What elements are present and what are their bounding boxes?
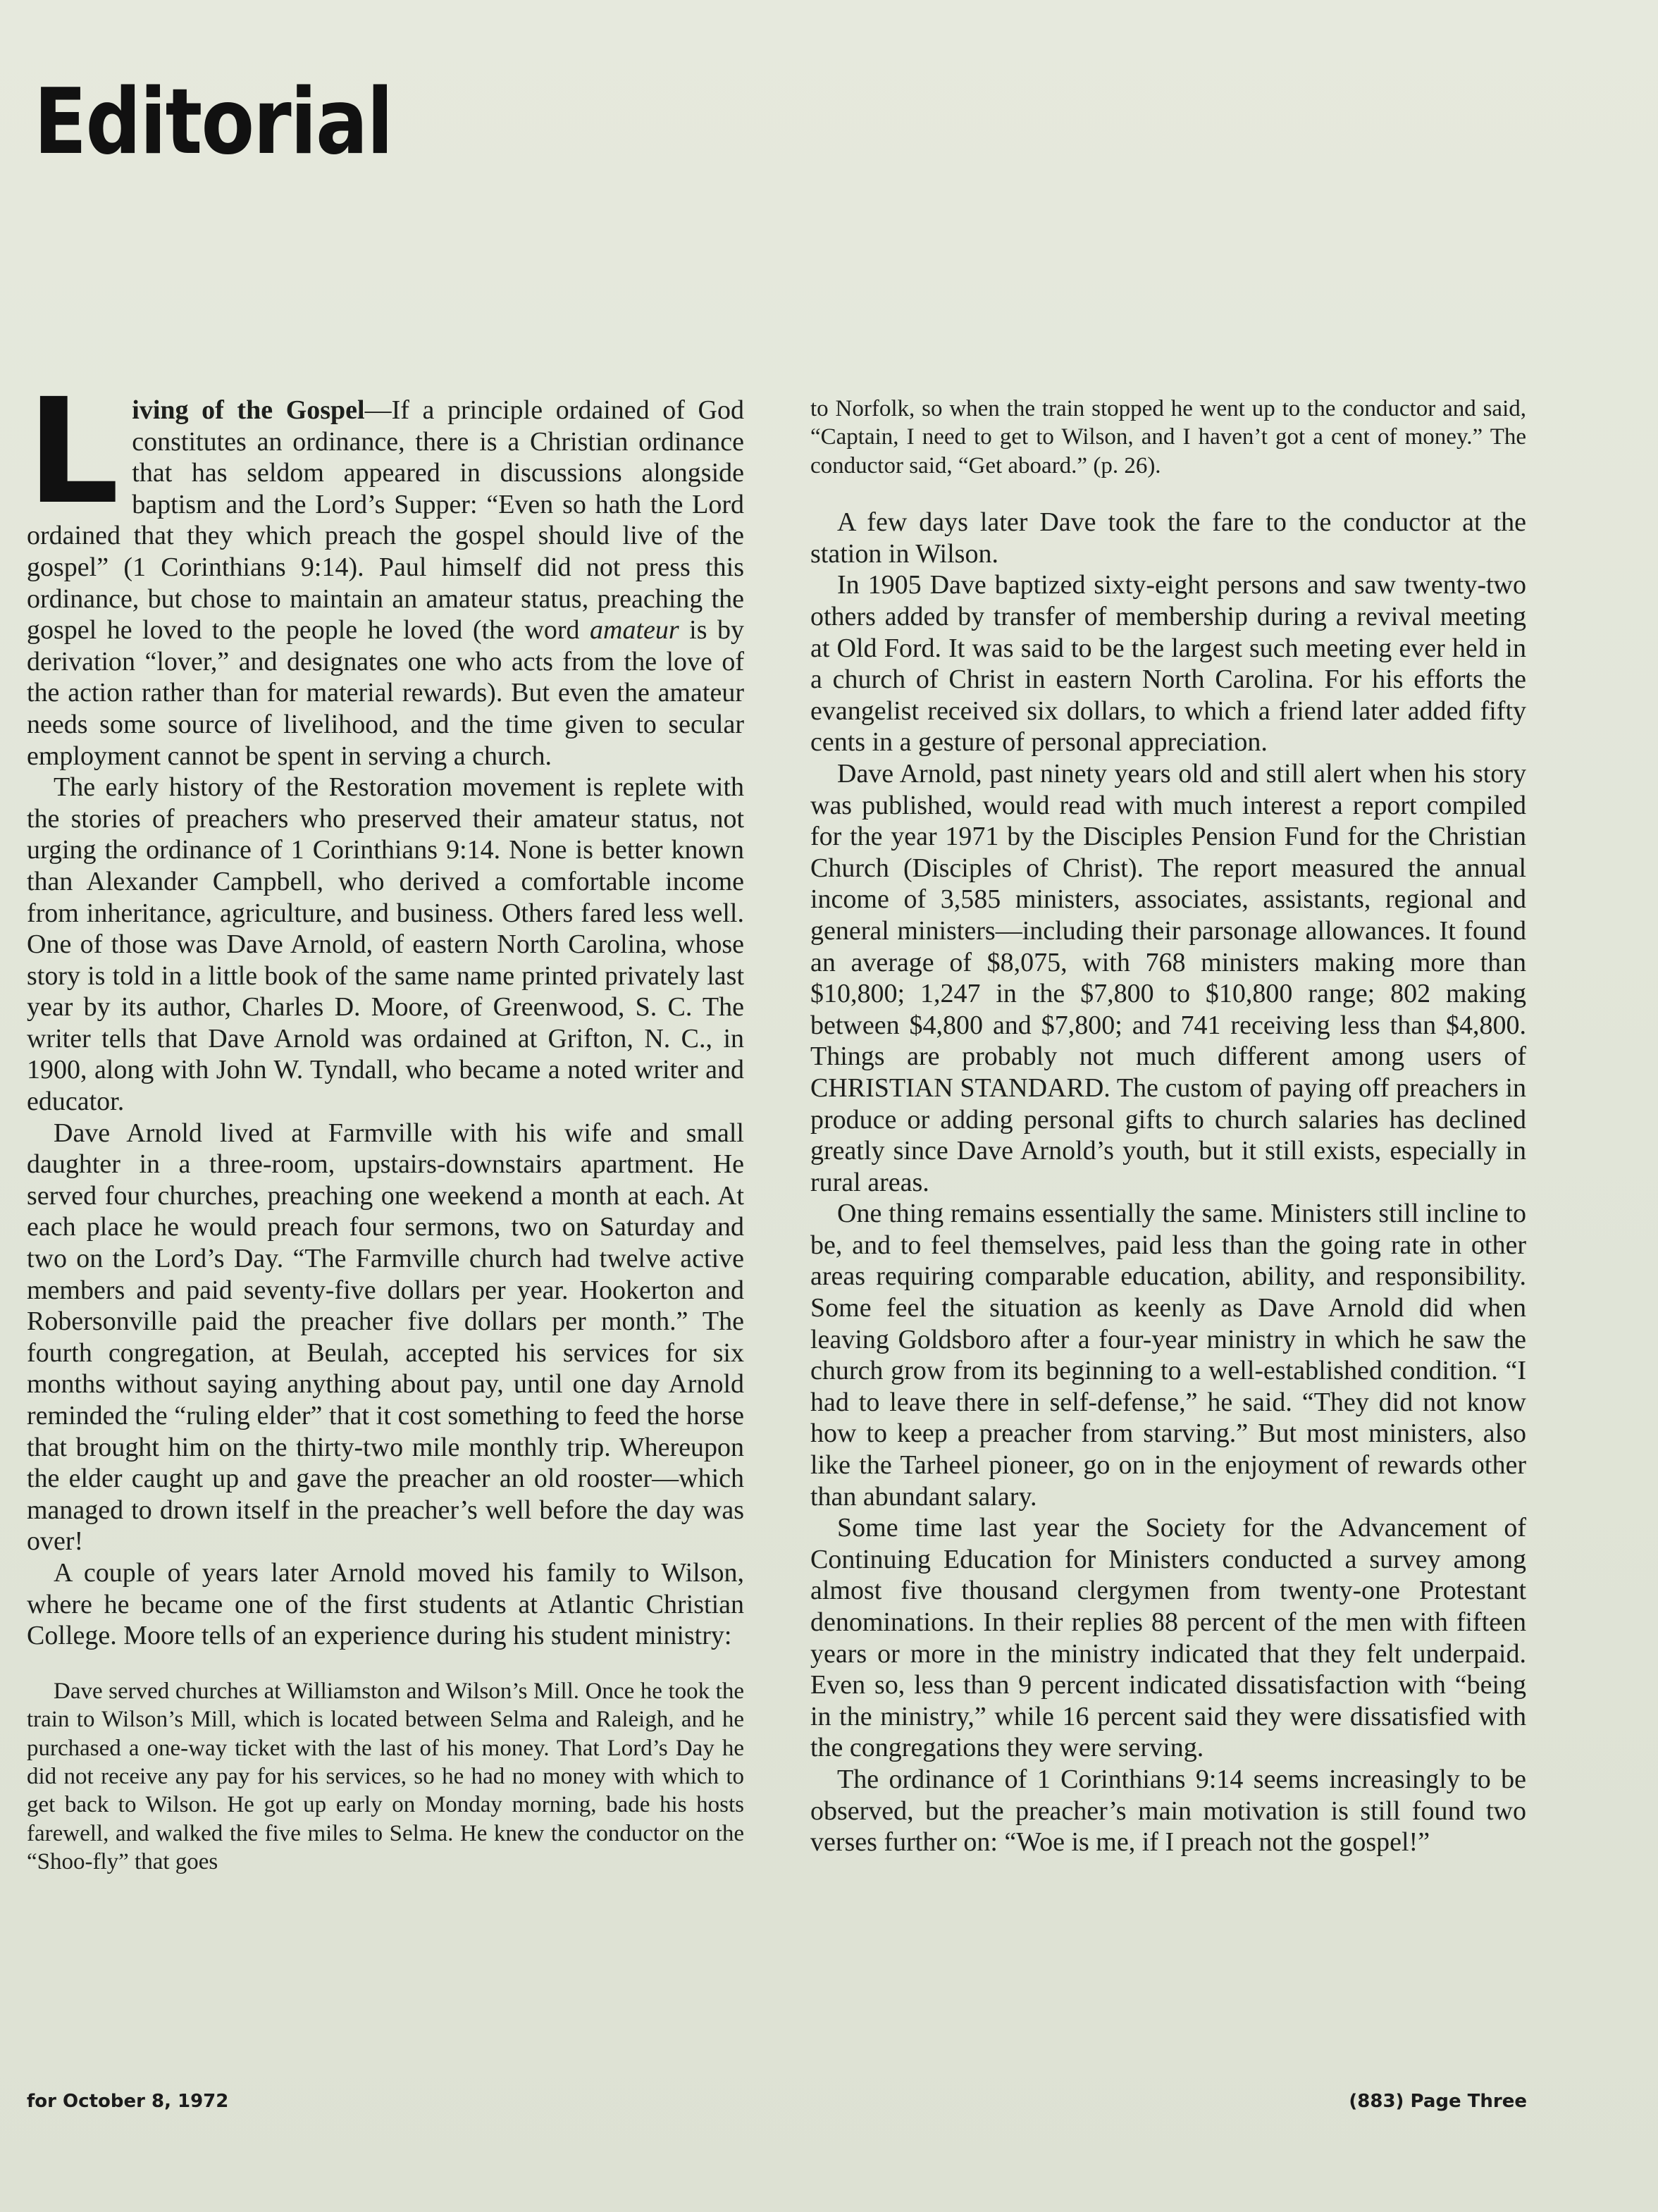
paragraph: Some time last year the Society for the Advancement of Continuing Education for Ministers conducted a survey among almost five thousand clergymen from twenty-one Protestant denominations. In their replies 88 percent of the men with fifteen years or more in the ministry indicated that they felt underpaid. Even so, less than 9 percent indicated dissatisfaction with “being in the ministry,” while 16 percent said they were dissatisfied with the congregations they were serving. bbox=[810, 1513, 1526, 1763]
intro-emphasis: amateur bbox=[590, 615, 679, 645]
page-title: Editorial bbox=[34, 70, 392, 175]
lead-phrase: iving of the Gospel bbox=[132, 395, 365, 425]
block-quote: Dave served churches at Williamston and Wilson’s Mill. Once he took the train to Wilson’s Mill, which is located between Selma and Raleigh, and he purchased a one-way ticket with the last of his money. That Lord’s Day he did not receive any pay for his services, so he had no money with which to get back to Wilson. He got up early on Monday morning, bade his hosts farewell, and walked the five miles to Selma. He knew the conductor on the “Shoo-fly” that goes bbox=[27, 1678, 744, 1875]
paragraph: Dave Arnold, past ninety years old and still alert when his story was published, would read with much interest a report compiled for the year 1971 by the Disciples Pension Fund for the Christian Church (Disciples of Christ). The report measured the annual income of 3,585 ministers, associates, assistants, regional and general ministers—including their parsonage allowances. It found an average of $8,075, with 768 ministers making more than $10,800; 1,247 in the $7,800 to $10,800 range; 802 making between $4,800 and $7,800; and 741 receiving less than $4,800. Things are probably not much different among users of CHRISTIAN STANDARD. The custom of paying off preachers in produce or adding personal gifts to church salaries has declined greatly since Dave Arnold’s youth, but it still exists, especially in rural areas. bbox=[810, 758, 1526, 1197]
block-quote-continued: to Norfolk, so when the train stopped he went up to the conductor and said, “Captain, I need to get to Wilson, and I haven’t got a cent of money.” The conductor said, “Get aboard.” (p. 26). bbox=[810, 396, 1526, 478]
paragraph: The ordinance of 1 Corinthians 9:14 seems increasingly to be observed, but the preacher’s main motivation is still found two verses further on: “Woe is me, if I preach not the gospel!” bbox=[810, 1764, 1526, 1858]
paragraph-intro bbox=[27, 367, 744, 772]
footer-page-number: (883) Page Three bbox=[1349, 2091, 1527, 2112]
intro-text: —If a principle ordained of God constitutes an ordinance, there is a Christian ordinance that has seldom appeared in discussions alongside baptism and the Lord’s Supper: “Even so hath the Lord ordained that they which preach the gospel should live of the gospel” (1 Corinthians 9:14). Paul himself did not press this ordinance, but chose to maintain an amateur status, preaching the gospel he loved to the people he loved (the word bbox=[27, 395, 744, 645]
left-column bbox=[27, 367, 744, 1877]
drop-cap: L bbox=[27, 367, 120, 536]
intro-text-end: is by derivation “lover,” and designates one who acts from the love of the action rather than for material rewards). But even the amateur needs some source of livelihood, and the time given to secular employment cannot be spent in serving a church. bbox=[27, 615, 744, 771]
paragraph: In 1905 Dave baptized sixty-eight persons and saw twenty-two others added by transfer of membership during a revival meeting at Old Ford. It was said to be the largest such meeting ever held in a church of Christ in eastern North Carolina. For his efforts the evangelist received six dollars, to which a friend later added fifty cents in a gesture of personal appreciation. bbox=[810, 570, 1526, 758]
paragraph: The early history of the Restoration movement is replete with the stories of preachers who preserved their amateur status, not urging the ordinance of 1 Corinthians 9:14. None is better known than Alexander Campbell, who derived a comfortable income from inheritance, agriculture, and business. Others fared less well. One of those was Dave Arnold, of eastern North Carolina, whose story is told in a little book of the same name printed privately last year by its author, Charles D. Moore, of Greenwood, S. C. The writer tells that Dave Arnold was ordained at Grifton, N. C., in 1900, along with John W. Tyndall, who became a noted writer and educator. bbox=[27, 772, 744, 1117]
paragraph: One thing remains essentially the same. Ministers still incline to be, and to feel themselves, paid less than the going rate in other areas requiring comparable education, ability, and responsibility. Some feel the situation as keenly as Dave Arnold did when leaving Goldsboro after a four-year ministry in which he saw the church grow from its beginning to a well-established condition. “I had to leave there in self-defense,” he said. “They did not know how to keep a preacher from starving.” But most ministers, also like the Tarheel pioneer, go on in the enjoyment of rewards other than abundant salary. bbox=[810, 1199, 1526, 1512]
paragraph: A couple of years later Arnold moved his family to Wilson, where he became one of the first students at Atlantic Christian College. Moore tells of an experience during his student ministry: bbox=[27, 1557, 744, 1651]
paragraph: Dave Arnold lived at Farmville with his wife and small daughter in a three-room, upstairs-downstairs apartment. He served four churches, preaching one weekend a month at each. At each place he would preach four sermons, two on Saturday and two on the Lord’s Day. “The Farmville church had twelve active members and paid seventy-five dollars per year. Hookerton and Robersonville paid the preacher five dollars per month.” The fourth congregation, at Beulah, accepted his services for six months without saying anything about pay, until one day Arnold reminded the “ruling elder” that it cost something to feed the horse that brought him on the thirty-two mile monthly trip. Whereupon the elder caught up and gave the preacher an old rooster—which managed to drown itself in the preacher’s well before the day was over! bbox=[27, 1118, 744, 1557]
paragraph: A few days later Dave took the fare to the conductor at the station in Wilson. bbox=[810, 507, 1526, 569]
footer-date: for October 8, 1972 bbox=[27, 2091, 229, 2112]
right-column bbox=[810, 395, 1526, 1858]
